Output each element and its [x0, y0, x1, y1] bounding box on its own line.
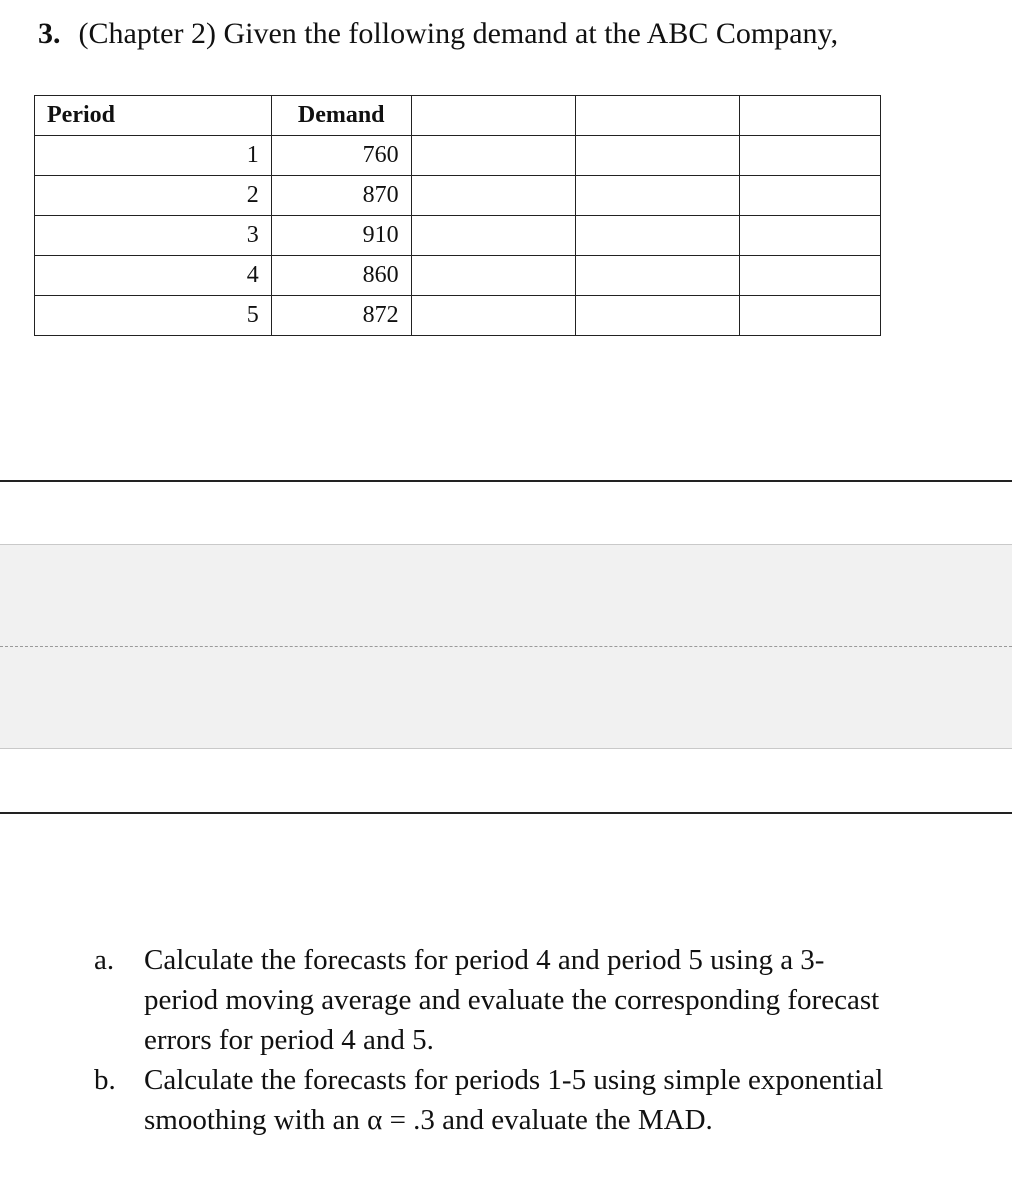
empty-cell	[411, 176, 576, 216]
empty-cell	[411, 216, 576, 256]
header-demand: Demand	[271, 96, 411, 136]
demand-cell: 870	[271, 176, 411, 216]
section-divider-bottom	[0, 812, 1012, 814]
period-cell: 2	[35, 176, 272, 216]
part-a-text: Calculate the forecasts for period 4 and period 5 using a 3-period moving average and evaluate the corresponding forecast errors for period 4 and 5.	[144, 944, 880, 1056]
empty-cell	[740, 216, 881, 256]
period-cell: 4	[35, 256, 272, 296]
section-divider-top	[0, 480, 1012, 482]
answer-area	[0, 544, 1012, 749]
demand-cell: 860	[271, 256, 411, 296]
table-row	[35, 296, 881, 336]
demand-cell: 872	[271, 296, 411, 336]
period-cell: 1	[35, 136, 272, 176]
question-heading	[38, 14, 838, 54]
empty-cell	[576, 136, 740, 176]
table-row	[35, 216, 881, 256]
empty-cell	[740, 256, 881, 296]
empty-cell	[411, 296, 576, 336]
empty-cell	[740, 176, 881, 216]
empty-cell	[576, 256, 740, 296]
header-empty-2	[576, 96, 740, 136]
empty-cell	[740, 136, 881, 176]
table-row	[35, 256, 881, 296]
demand-cell: 910	[271, 216, 411, 256]
demand-table	[34, 95, 881, 336]
table-header-row	[35, 96, 881, 136]
empty-cell	[411, 256, 576, 296]
part-b	[94, 1060, 894, 1140]
question-number: 3.	[38, 17, 61, 50]
period-cell: 3	[35, 216, 272, 256]
part-a	[94, 940, 894, 1060]
empty-cell	[576, 216, 740, 256]
question-text: (Chapter 2) Given the following demand at the ABC Company,	[78, 17, 839, 50]
empty-cell	[411, 136, 576, 176]
part-b-text: Calculate the forecasts for periods 1-5 using simple exponential smoothing with an α = .3 and evaluate the MAD.	[144, 1064, 884, 1136]
period-cell: 5	[35, 296, 272, 336]
part-b-label: b.	[94, 1064, 116, 1096]
empty-cell	[576, 176, 740, 216]
empty-cell	[740, 296, 881, 336]
part-a-label: a.	[94, 944, 115, 976]
header-empty-1	[411, 96, 576, 136]
table-row	[35, 136, 881, 176]
header-period: Period	[35, 96, 272, 136]
table-row	[35, 176, 881, 216]
empty-cell	[576, 296, 740, 336]
header-empty-3	[740, 96, 881, 136]
dashed-separator	[0, 646, 1012, 647]
question-parts	[94, 940, 894, 1140]
demand-cell: 760	[271, 136, 411, 176]
